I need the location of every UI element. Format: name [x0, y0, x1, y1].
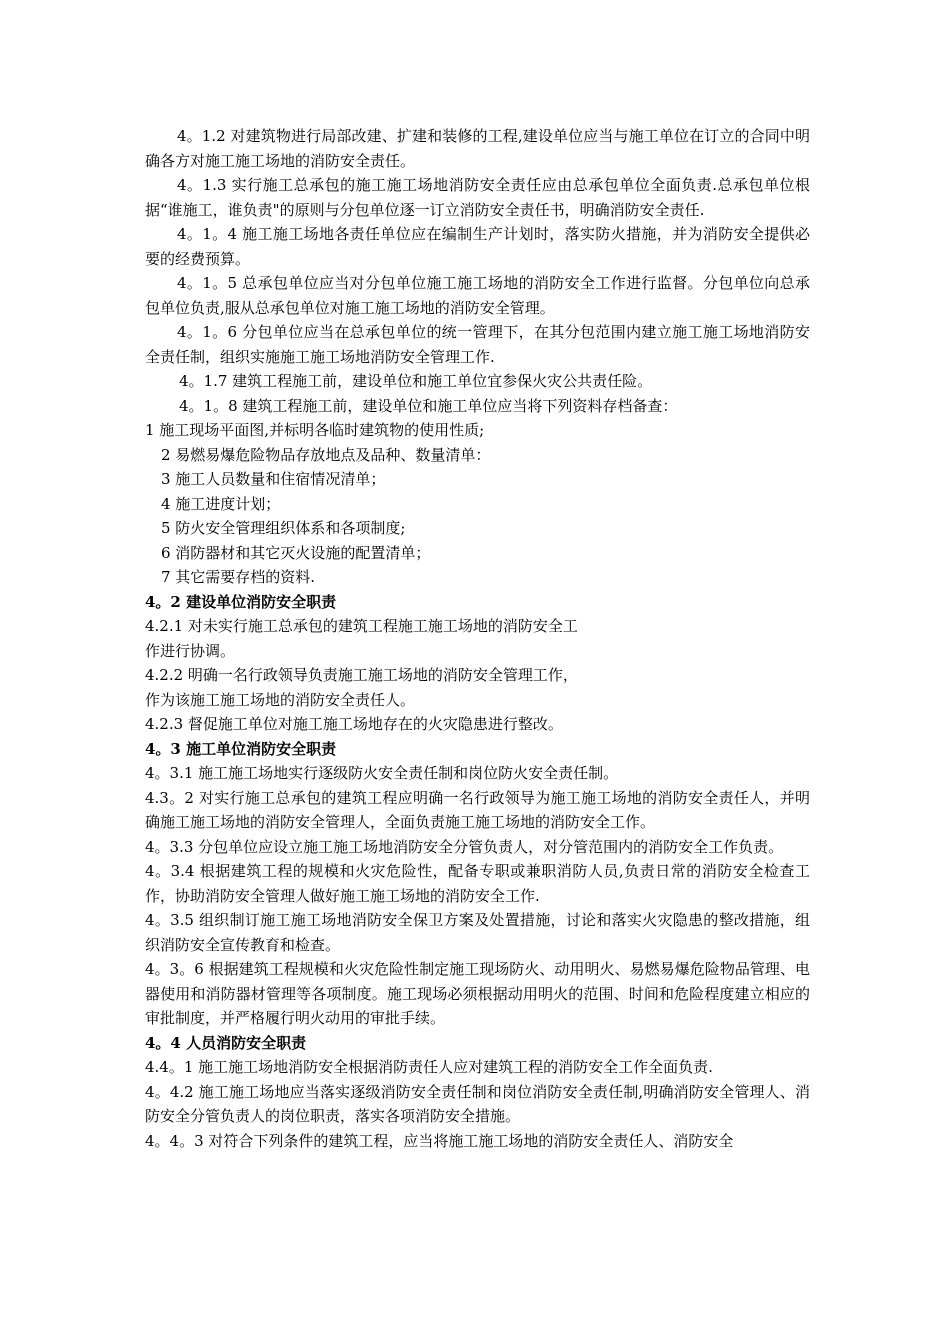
- clause-4-1-2: 4。1.2 对建筑物进行局部改建、扩建和装修的工程,建设单位应当与施工单位在订立的合同中明确各方对施工施工场地的消防安全责任。: [145, 127, 810, 170]
- list-item: 5 防火安全管理组织体系和各项制度;: [161, 519, 406, 537]
- list-item: 2 易燃易爆危险物品存放地点及品种、数量清单：: [161, 445, 491, 464]
- list-item: 1 施工现场平面图,并标明各临时建筑物的使用性质;: [145, 421, 485, 439]
- clause-4-1-3: 4。1.3 实行施工总承包的施工施工场地消防安全责任应由总承包单位全面负责.总承包单位根据“谁施工，谁负责"的原则与分包单位逐一订立消防安全责任书，明确消防安全责任.: [145, 176, 810, 219]
- clause-4-1-8: 4。1。8 建筑工程施工前，建设单位和施工单位应当将下列资料存档备查：: [179, 396, 678, 415]
- clause-4-1-6: 4。1。6 分包单位应当在总承包单位的统一管理下，在其分包范围内建立施工施工场地消防安全责任制，组织实施施工施工场地消防安全管理工作.: [145, 323, 810, 366]
- section-heading-4-4: 4。4 人员消防安全职责: [145, 1033, 307, 1052]
- clause-4-2-2-line2: 作为该施工施工场地的消防安全责任人。: [145, 690, 416, 709]
- clause-4-4-1: 4.4。1 施工施工场地消防安全根据消防责任人应对建筑工程的消防安全工作全面负责.: [145, 1058, 713, 1076]
- clause-4-2-3: 4.2.3 督促施工单位对施工施工场地存在的火灾隐患进行整改。: [145, 715, 563, 733]
- clause-4-2-2-line1: 4.2.2 明确一名行政领导负责施工施工场地的消防安全管理工作，: [145, 666, 578, 684]
- clause-4-1-5: 4。1。5 总承包单位应当对分包单位施工施工场地的消防安全工作进行监督。分包单位向总承包单位负责,服从总承包单位对施工施工场地的消防安全管理。: [145, 274, 810, 317]
- clause-4-4-3: 4。4。3 对符合下列条件的建筑工程，应当将施工施工场地的消防安全责任人、消防安全: [145, 1131, 734, 1150]
- clause-4-1-4: 4。1。4 施工施工场地各责任单位应在编制生产计划时，落实防火措施，并为消防安全提供必要的经费预算。: [145, 225, 810, 268]
- clause-4-3-3: 4。3.3 分包单位应设立施工施工场地消防安全分管负责人，对分管范围内的消防安全工作负责。: [145, 837, 784, 856]
- list-item: 3 施工人员数量和住宿情况清单；: [161, 470, 386, 488]
- clause-4-2-1-line1: 4.2.1 对未实行施工总承包的建筑工程施工施工场地的消防安全工: [145, 617, 578, 635]
- section-heading-4-3: 4。3 施工单位消防安全职责: [145, 739, 337, 758]
- list-item: 4 施工进度计划；: [161, 494, 281, 513]
- clause-4-4-2: 4。4.2 施工施工场地应当落实逐级消防安全责任制和岗位消防安全责任制,明确消防安全管理人、消防安全分管负责人的岗位职责，落实各项消防安全措施。: [145, 1082, 810, 1125]
- list-item: 7 其它需要存档的资料.: [161, 568, 316, 586]
- list-item: 6 消防器材和其它灭火设施的配置清单；: [161, 543, 431, 562]
- section-heading-4-2: 4。2 建设单位消防安全职责: [145, 592, 337, 611]
- clause-4-3-4: 4。3.4 根据建筑工程的规模和火灾危险性，配备专职或兼职消防人员,负责日常的消防安全检查工作，协助消防安全管理人做好施工施工场地的消防安全工作.: [145, 862, 810, 905]
- clause-4-2-1-line2: 作进行协调。: [145, 641, 236, 660]
- clause-4-3-2: 4.3。2 对实行施工总承包的建筑工程应明确一名行政领导为施工施工场地的消防安全责任人，并明确施工施工场地的消防安全管理人，全面负责施工施工场地的消防安全工作。: [145, 788, 810, 831]
- clause-4-3-5: 4。3.5 组织制订施工施工场地消防安全保卫方案及处置措施，讨论和落实火灾隐患的整改措施，组织消防安全宣传教育和检查。: [145, 911, 810, 954]
- clause-4-3-6: 4。3。6 根据建筑工程规模和火灾危险性制定施工现场防火、动用明火、易燃易爆危险物品管理、电器使用和消防器材管理等各项制度。施工现场必须根据动用明火的范围、时间和危险程度建立相应的审批制度，并严格履行明火动用的审批手续。: [145, 960, 810, 1027]
- document-body: [145, 124, 810, 1153]
- clause-4-1-7: 4。1.7 建筑工程施工前，建设单位和施工单位宜参保火灾公共责任险。: [179, 372, 653, 390]
- clause-4-3-1: 4。3.1 施工施工场地实行逐级防火安全责任制和岗位防火安全责任制。: [145, 764, 619, 782]
